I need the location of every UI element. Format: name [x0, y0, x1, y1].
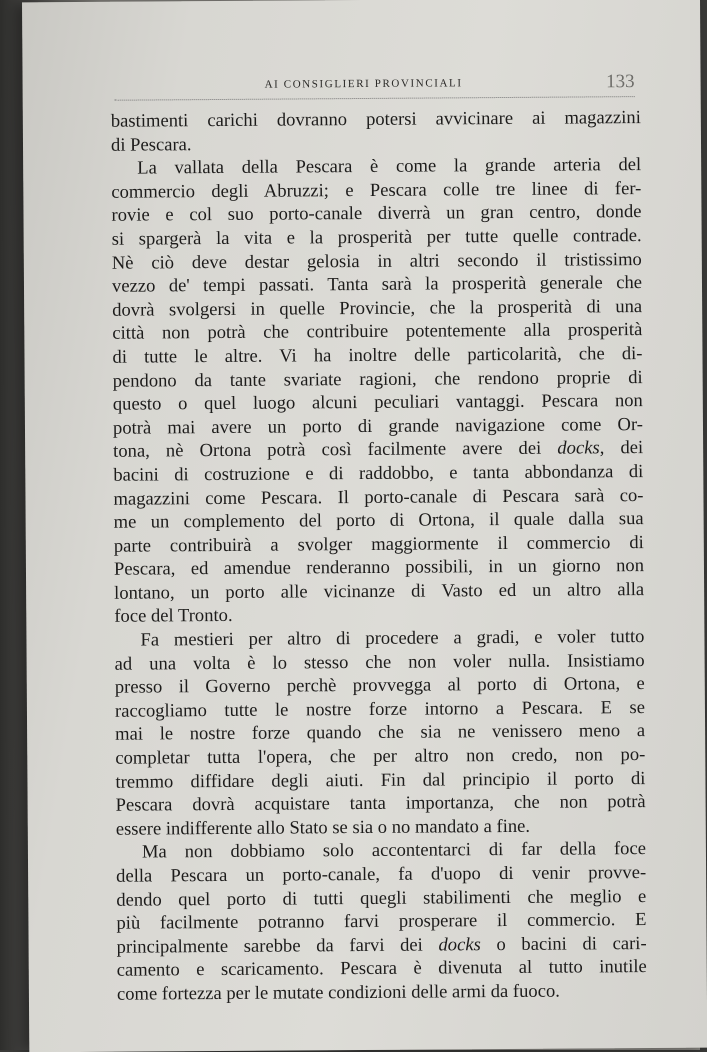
- text-line: città non potrà che contribuire potentemente alla prosperità: [112, 319, 643, 345]
- page-number: 133: [606, 71, 635, 93]
- text-line: potrà mai avere un porto di grande navigazione come Or-: [112, 413, 644, 439]
- text-line: Ma non dobbiamo solo accontentarci di far della foce: [141, 838, 647, 863]
- body-text: [110, 106, 647, 1005]
- running-title: AI CONSIGLIERI PROVINCIALI: [264, 77, 463, 91]
- text-line: bastimenti carichi dovranno potersi avvicinare ai magazzini: [110, 107, 641, 132]
- text-line: di tutte le altre. Vi ha inoltre delle particolarità, che di-: [112, 342, 643, 368]
- text-line: tremmo diffidare degli aiuti. Fin dal principio il porto di: [115, 767, 646, 793]
- text-line: magazzini come Pescara. Il porto-canale di Pescara sarà co-: [113, 484, 644, 510]
- text-line: si spargerà la vita e la prosperità per tutte quelle contrade.: [111, 225, 642, 250]
- text-line: commercio degli Abruzzi; e Pescara colle tre linee di fer-: [111, 177, 642, 203]
- text-line: camento e scaricamento. Pescara è divenuta al tutto inutile: [116, 956, 647, 982]
- text-line: me un complemento del porto di Ortona, il quale dalla sua: [113, 508, 644, 533]
- text-line: ad una volta è lo stesso che non voler nulla. Insistiamo: [114, 649, 645, 675]
- text-line: pendono da tante svariate ragioni, che rendono proprie di: [112, 366, 643, 392]
- text-line: presso il Governo perchè provvegga al porto di Ortona, e: [114, 673, 645, 698]
- text-line: come fortezza per le mutate condizioni delle armi da fuoco.: [116, 980, 560, 1005]
- text-line: più facilmente potranno farvi prosperare il commercio. E: [116, 909, 647, 934]
- text-line: Nè ciò deve destar gelosia in altri secondo il tristissimo: [111, 248, 642, 274]
- text-line: mai le nostre forze quando che sia ne venissero meno a: [115, 720, 646, 746]
- paragraph: [111, 153, 644, 629]
- text-line: foce del Tronto.: [114, 605, 233, 628]
- text-line: rovie e col suo porto-canale diverrà un gran centro, donde: [111, 201, 642, 227]
- text-line: principalmente sarebbe da farvi dei docks o bacini di cari-: [116, 932, 647, 958]
- text-line: Pescara dovrà acquistare tanta importanza, che non potrà: [115, 791, 646, 816]
- text-line: Fa mestieri per altro di procedere a gradi, e voler tutto: [140, 626, 645, 651]
- paragraph: [116, 837, 647, 1006]
- text-line: parte contribuirà a svolger maggiormente il commercio di: [113, 531, 644, 557]
- text-line: La vallata della Pescara è come la grande arteria del: [137, 154, 642, 179]
- header-rule: [115, 96, 635, 101]
- text-line: questo o quel luogo alcuni peculiari vantaggi. Pescara non: [112, 390, 643, 415]
- text-line: di Pescara.: [110, 133, 192, 156]
- text-line: della Pescara un porto-canale, fa d'uopo di venir provve-: [116, 862, 647, 887]
- text-line: dovrà svolgersi in quelle Provincie, che la prosperità di una: [112, 295, 643, 321]
- paragraph: [111, 106, 641, 157]
- text-line: raccogliamo tutte le nostre forze intorno a Pescara. E se: [114, 696, 646, 722]
- text-line: lontano, un porto alle vicinanze di Vasto ed un altro alla: [114, 578, 645, 604]
- text-line: bacini di costruzione e di raddobbo, e tanta abbondanza di: [113, 460, 644, 486]
- text-line: vezzo de' tempi passati. Tanta sarà la prosperità generale che: [111, 272, 643, 297]
- text-line: dendo quel porto di tutti quegli stabilimenti che meglio e: [116, 885, 647, 911]
- book-page: [22, 0, 707, 1052]
- page-header: [114, 68, 634, 106]
- paragraph: [114, 625, 645, 841]
- text-line: Pescara, ed amendue renderanno possibili, in un giorno non: [113, 555, 645, 581]
- text-line: essere indifferente allo Stato se sia o no mandato a fine.: [115, 815, 531, 840]
- text-line: completar tutta l'opera, che per altro non credo, non po-: [115, 744, 646, 769]
- text-line: tona, nè Ortona potrà così facilmente avere dei docks, dei: [113, 437, 644, 463]
